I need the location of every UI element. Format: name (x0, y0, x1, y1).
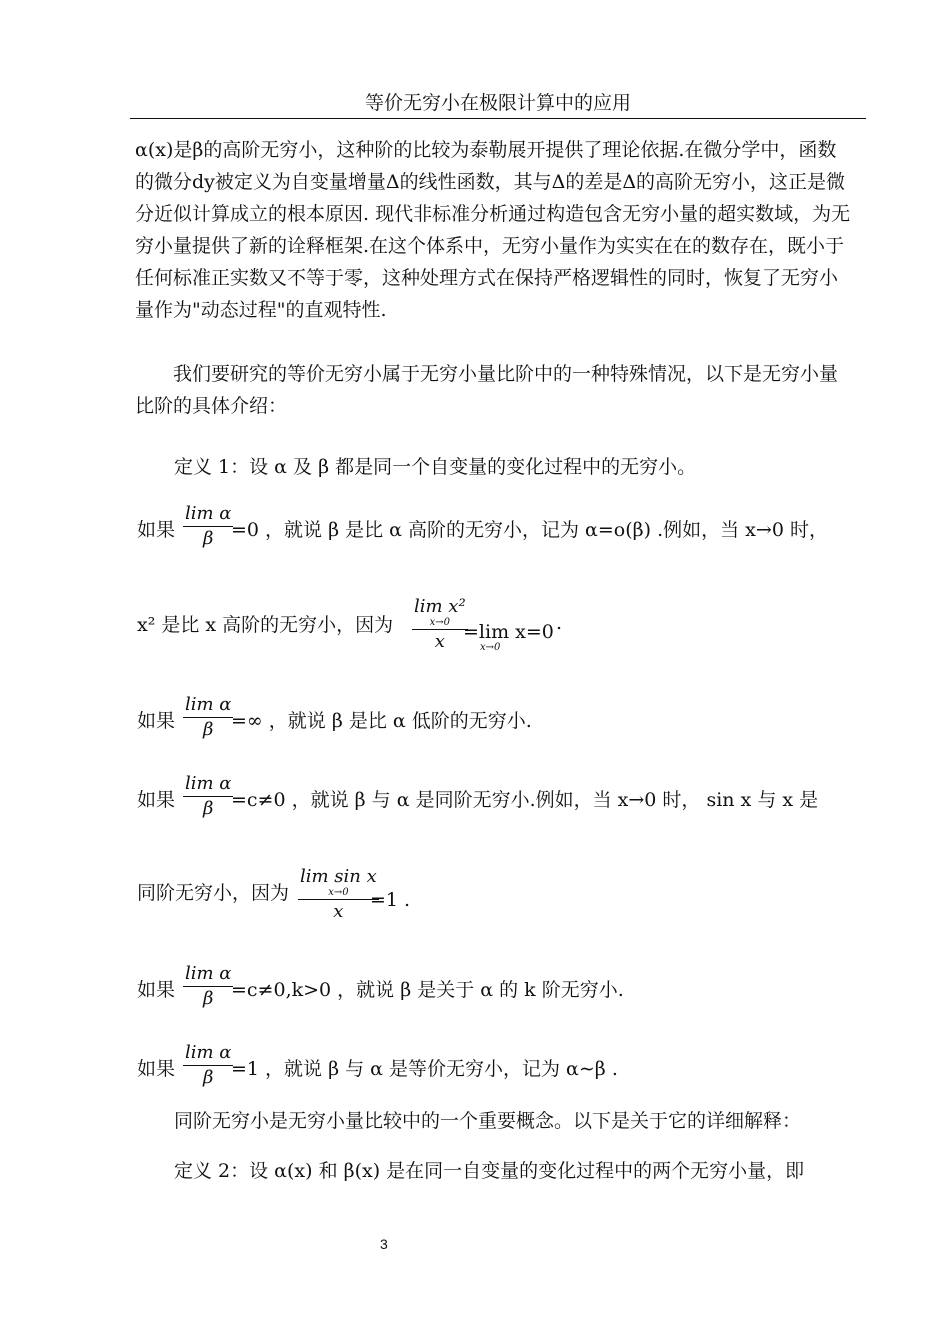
page-number: 3 (380, 1236, 388, 1252)
paragraph-same-order: 同阶无穷小是无穷小量比较中的一个重要概念。以下是关于它的详细解释： (174, 1110, 802, 1132)
case2-label: 如果 (137, 710, 176, 732)
fraction-denominator: β (203, 1067, 214, 1088)
case2-fraction (183, 694, 233, 741)
case1-fraction (183, 503, 233, 550)
case3-fraction (183, 773, 233, 820)
paragraph-infinitesimal-theory: α(x)是β的高阶无穷小，这种阶的比较为泰勒展开提供了理论依据.在微分学中，函数的微分dy被定义为自变量增量Δ的线性函数，其与Δ的差是Δ的高阶无穷小，这正是微分近似计算成立的根本原因. 现代非标准分析通过构造包含无穷小量的超实数域，为无穷小量提供了新的诠释框架.在这个体系中，无穷小量作为实实在在的数存在，既小于任何标准正实数又不等于零，这种处理方式在保持严格逻辑性的同时，恢复了无穷小量作为"动态过程"的直观特性. (135, 139, 851, 321)
fraction-bar (183, 526, 233, 527)
fraction-denominator: x (333, 901, 344, 922)
definition-1: 定义 1：设 α 及 β 都是同一个自变量的变化过程中的无穷小。 (174, 456, 697, 478)
case5-fraction (183, 1042, 233, 1089)
fraction-numerator: lim α (185, 963, 232, 984)
fraction-denominator: β (203, 719, 214, 740)
case3-example-fraction (298, 866, 379, 923)
fraction-bar (183, 717, 233, 718)
fraction-numerator: lim sin x (300, 866, 377, 887)
header-rule (130, 118, 866, 119)
case1-label: 如果 (137, 519, 176, 541)
case1-example: x² 是比 x 高阶的无穷小，因为 (137, 614, 394, 636)
case4-fraction (183, 963, 233, 1010)
case2-text: =∞ ，就说 β 是比 α 低阶的无穷小. (231, 710, 532, 732)
case5-label: 如果 (137, 1058, 176, 1080)
fraction-numerator: lim α (185, 503, 232, 524)
limit-subscript: x→0 (480, 642, 501, 653)
limit-subscript: x→0 (429, 617, 451, 628)
fraction-numerator: lim α (185, 1042, 232, 1063)
case1-example-equation: =lim x=0 (463, 621, 554, 643)
case1-example-fraction (412, 596, 468, 653)
paragraph-intro: 我们要研究的等价无穷小属于无穷小量比阶中的一种特殊情况，以下是无穷小量比阶的具体介绍： (135, 363, 839, 417)
fraction-denominator: β (203, 528, 214, 549)
limit-subscript: x→0 (328, 887, 349, 898)
fraction-numerator: lim x² (414, 596, 466, 617)
case1-example-end: . (556, 612, 563, 634)
definition-2: 定义 2：设 α(x) 和 β(x) 是在同一自变量的变化过程中的两个无穷小量，即 (174, 1160, 805, 1182)
case3-example-equation: =1 . (370, 889, 411, 911)
fraction-denominator: β (203, 988, 214, 1009)
case4-label: 如果 (137, 979, 176, 1001)
fraction-numerator: lim α (185, 694, 232, 715)
fraction-bar (412, 629, 468, 630)
case3-label: 如果 (137, 789, 176, 811)
fraction-bar (183, 1065, 233, 1066)
fraction-bar (183, 986, 233, 987)
case5-text: =1 ，就说 β 与 α 是等价无穷小，记为 α∼β . (231, 1058, 618, 1080)
fraction-bar (298, 899, 379, 900)
case4-text: =c≠0,k>0 ，就说 β 是关于 α 的 k 阶无穷小. (231, 979, 624, 1001)
fraction-denominator: β (203, 798, 214, 819)
fraction-numerator: lim α (185, 773, 232, 794)
case3-text: =c≠0 ，就说 β 与 α 是同阶无穷小.例如，当 x→0 时， sin x 与 x 是 (231, 789, 819, 811)
running-header: 等价无穷小在极限计算中的应用 (364, 92, 631, 114)
fraction-bar (183, 796, 233, 797)
fraction-denominator: x (434, 631, 445, 652)
case3-example: 同阶无穷小，因为 (137, 882, 290, 904)
case1-text: =0 ，就说 β 是比 α 高阶的无穷小，记为 α=o(β) .例如，当 x→0 时， (231, 519, 828, 541)
